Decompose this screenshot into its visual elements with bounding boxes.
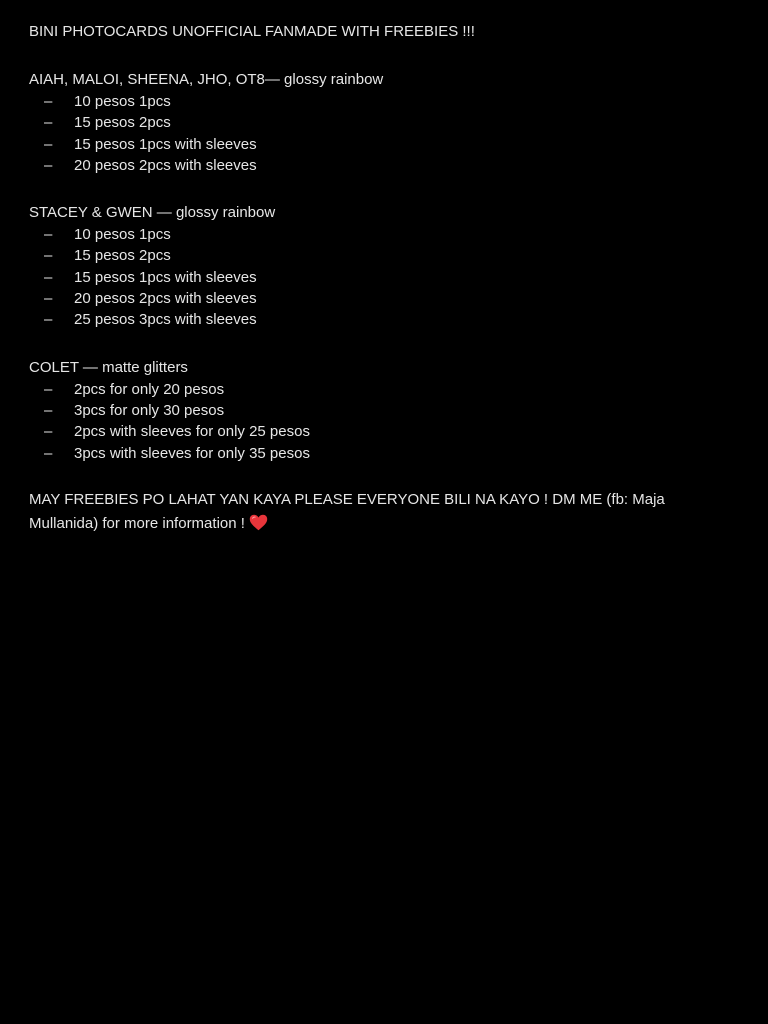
list-item-text: 2pcs for only 20 pesos bbox=[74, 380, 225, 398]
list-item-text: 15 pesos 1pcs with sleeves bbox=[74, 268, 257, 286]
dash-bullet: – bbox=[44, 423, 53, 441]
list-item bbox=[29, 379, 729, 400]
section-stacey-gwen bbox=[29, 202, 729, 330]
list-item bbox=[29, 91, 729, 112]
section-heading: AIAH, MALOI, SHEENA, JHO, OT8— glossy rainbow bbox=[29, 71, 384, 88]
footer-text: MAY FREEBIES PO LAHAT YAN KAYA PLEASE EVERYONE BILI NA KAYO ! DM ME (fb: Maja Mullanida) for more information ! bbox=[29, 490, 665, 532]
list-item bbox=[29, 421, 729, 442]
dash-bullet: – bbox=[44, 135, 53, 153]
list-item-text: 10 pesos 1pcs bbox=[74, 226, 171, 244]
section-colet bbox=[29, 357, 729, 464]
dash-bullet: – bbox=[44, 93, 53, 110]
list-item bbox=[29, 443, 729, 464]
price-list bbox=[29, 379, 729, 464]
dash-bullet: – bbox=[44, 226, 53, 244]
list-item-text: 3pcs with sleeves for only 35 pesos bbox=[74, 444, 310, 462]
footer-message bbox=[29, 488, 729, 536]
dash-bullet: – bbox=[44, 156, 53, 174]
section-heading: STACEY & GWEN — glossy rainbow bbox=[29, 204, 276, 222]
note-title: BINI PHOTOCARDS UNOFFICIAL FANMADE WITH FREEBIES !!! bbox=[29, 23, 475, 40]
list-item-text: 20 pesos 2pcs with sleeves bbox=[74, 290, 257, 308]
list-item bbox=[29, 245, 729, 266]
dash-bullet: – bbox=[44, 247, 53, 265]
list-item-text: 20 pesos 2pcs with sleeves bbox=[74, 156, 257, 174]
list-item-text: 15 pesos 2pcs bbox=[74, 114, 171, 132]
dash-bullet: – bbox=[44, 444, 53, 462]
dash-bullet: – bbox=[44, 380, 53, 398]
list-item-text: 15 pesos 2pcs bbox=[74, 247, 171, 265]
list-item bbox=[29, 134, 729, 155]
dash-bullet: – bbox=[44, 401, 53, 419]
list-item bbox=[29, 288, 729, 309]
price-list bbox=[29, 224, 729, 330]
list-item bbox=[29, 267, 729, 288]
dash-bullet: – bbox=[44, 311, 53, 329]
list-item-text: 25 pesos 3pcs with sleeves bbox=[74, 311, 257, 329]
price-list bbox=[29, 91, 729, 176]
list-item bbox=[29, 309, 729, 330]
dash-bullet: – bbox=[44, 268, 53, 286]
list-item bbox=[29, 155, 729, 176]
list-item bbox=[29, 400, 729, 421]
list-item-text: 3pcs for only 30 pesos bbox=[74, 401, 225, 419]
dash-bullet: – bbox=[44, 290, 53, 308]
list-item-text: 15 pesos 1pcs with sleeves bbox=[74, 135, 257, 153]
section-aiah-maloi-sheena-jho-ot8 bbox=[29, 69, 729, 176]
list-item bbox=[29, 112, 729, 133]
section-heading: COLET — matte glitters bbox=[29, 358, 188, 376]
list-item-text: 2pcs with sleeves for only 25 pesos bbox=[74, 423, 310, 441]
list-item bbox=[29, 224, 729, 245]
note-body[interactable] bbox=[29, 21, 729, 551]
list-item-text: 10 pesos 1pcs bbox=[74, 93, 171, 110]
red-heart-icon bbox=[249, 514, 268, 531]
dash-bullet: – bbox=[44, 114, 53, 132]
